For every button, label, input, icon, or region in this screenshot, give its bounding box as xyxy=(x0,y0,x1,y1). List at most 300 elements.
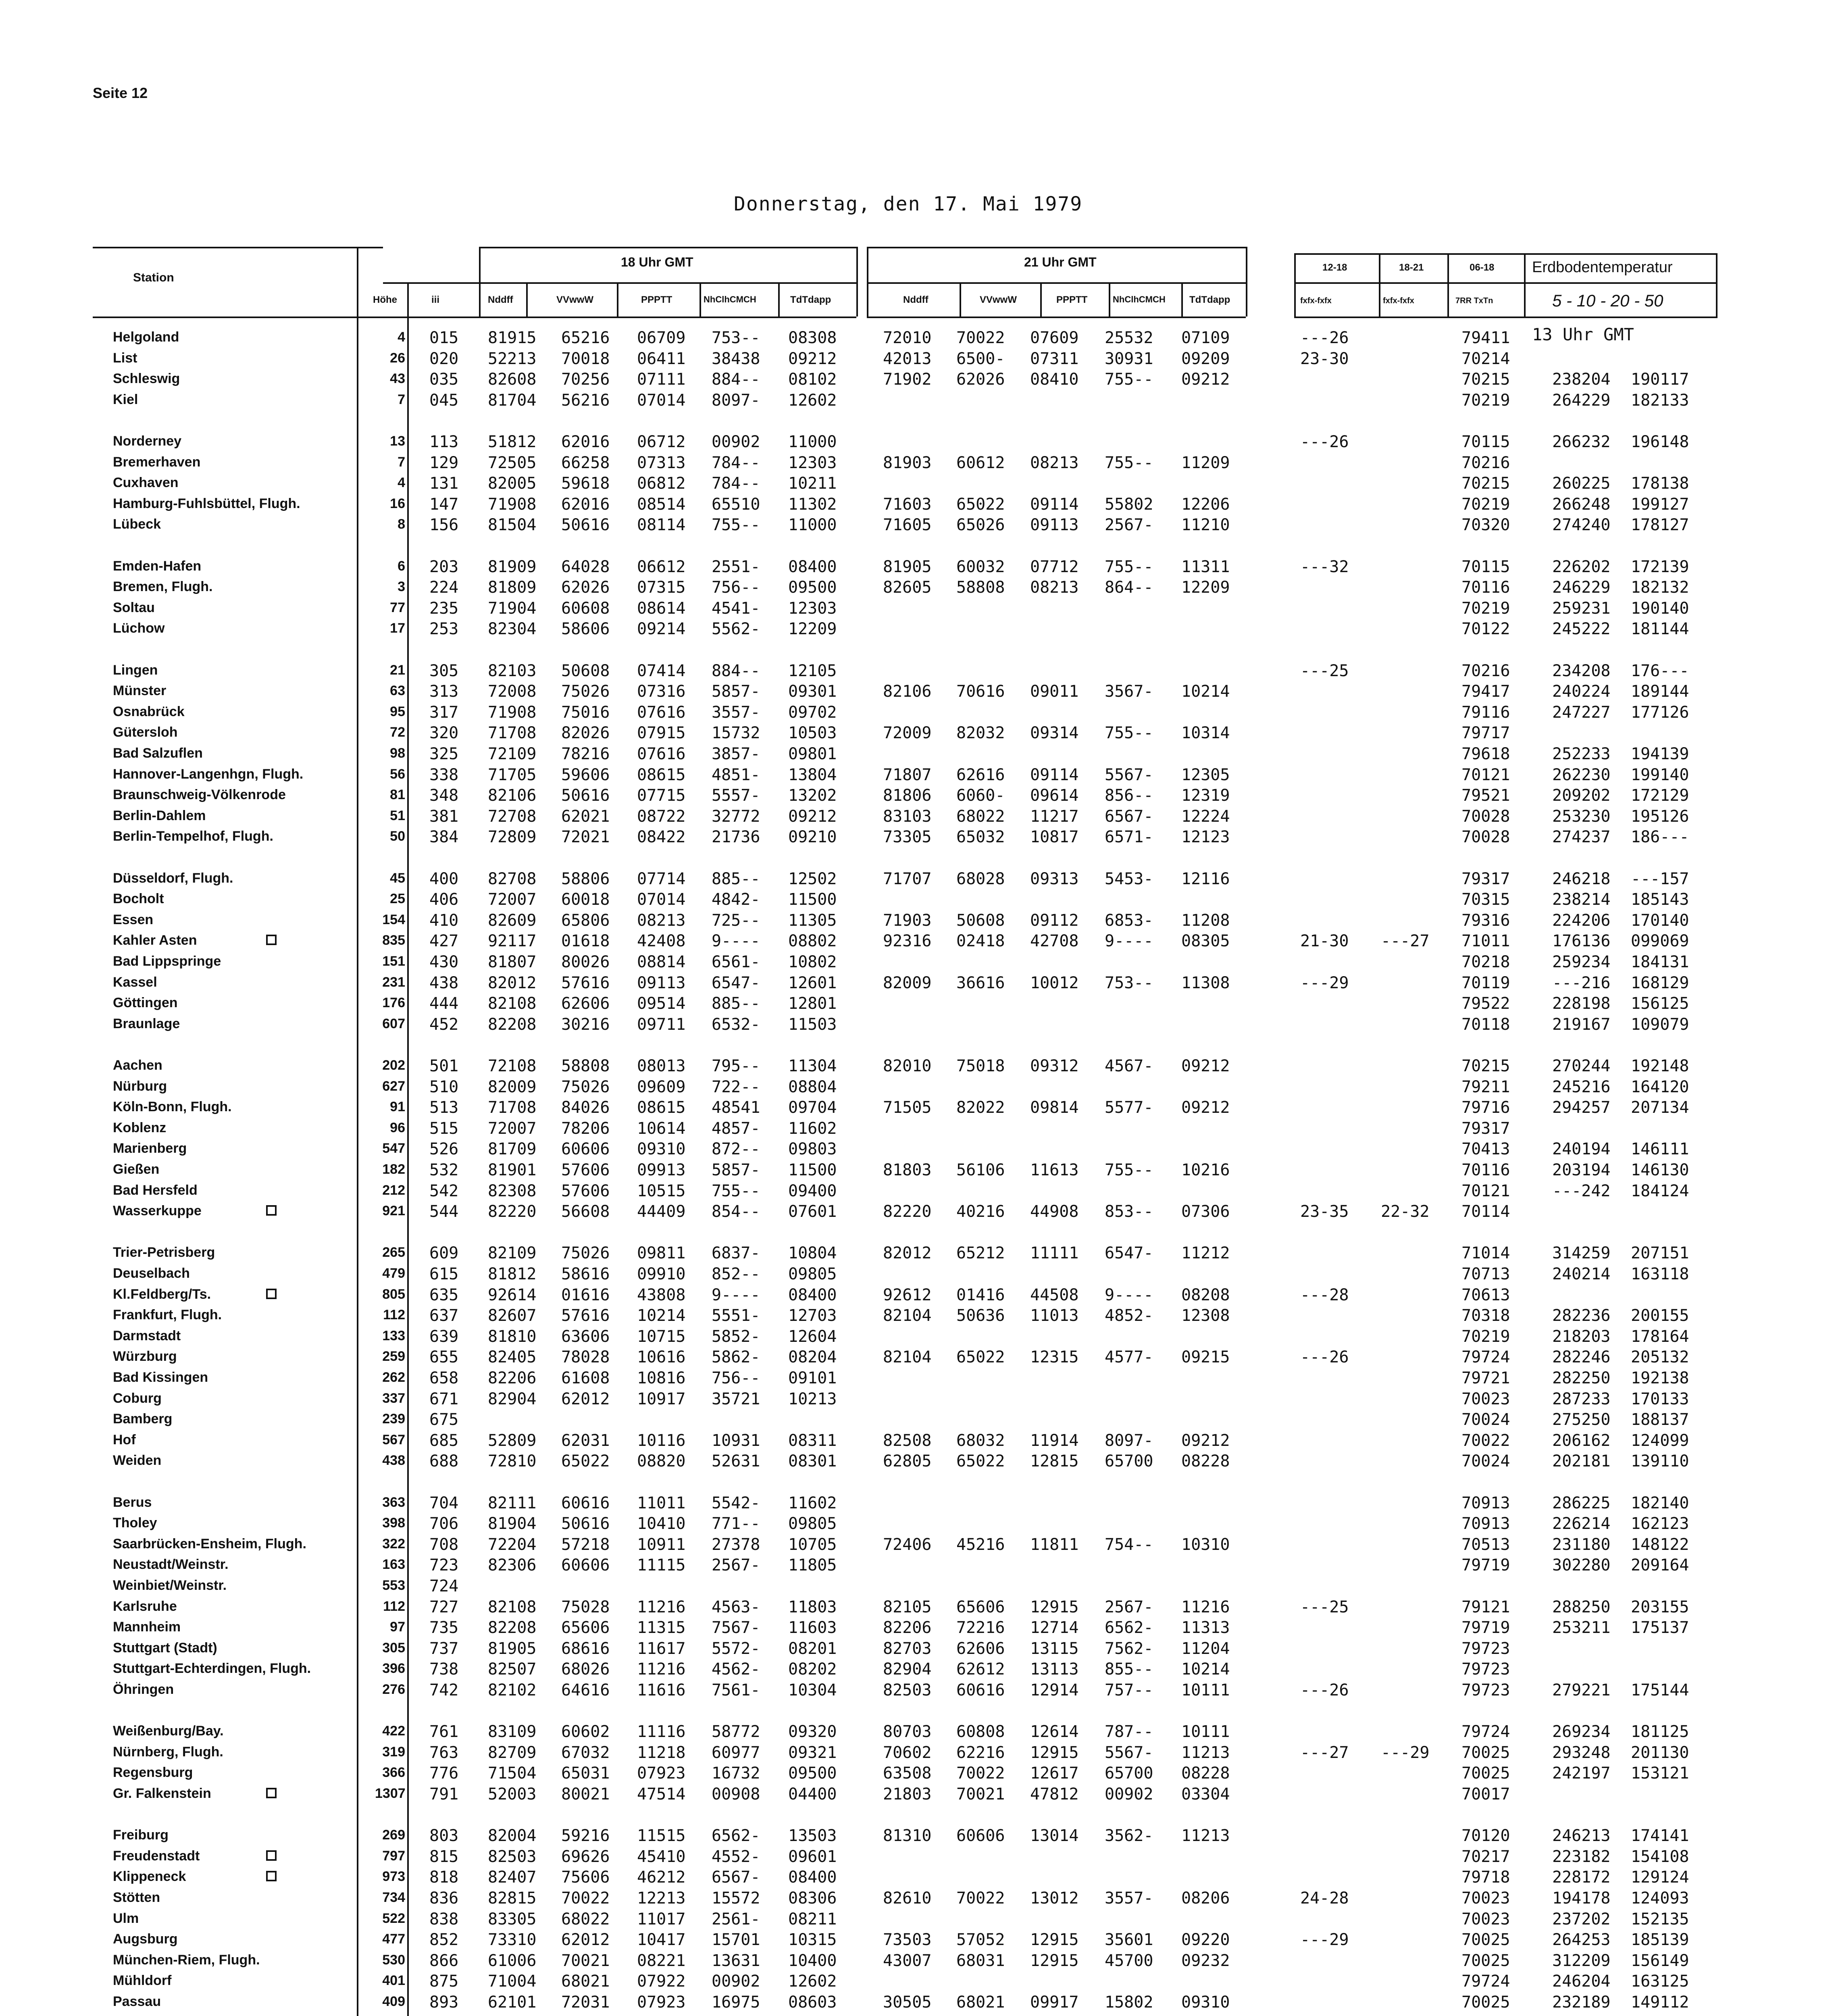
precip-06-18: 79719 xyxy=(1461,1618,1510,1637)
soil-temp-20-50: 154108 xyxy=(1631,1847,1689,1866)
obs-18-value: 09500 xyxy=(788,1764,837,1783)
obs-18-value: 71908 xyxy=(488,495,537,514)
obs-18-value: 06612 xyxy=(637,557,686,576)
obs-21-value: 01416 xyxy=(956,1285,1005,1304)
obs-18-value: 82004 xyxy=(488,1826,537,1845)
obs-18-value: 756-- xyxy=(712,578,760,597)
precip-06-18: 79723 xyxy=(1461,1681,1510,1699)
obs-21-value: 82220 xyxy=(883,1202,932,1221)
col-divider-p2 xyxy=(1379,253,1380,317)
header-cloud-21: NhClhCMCH xyxy=(1113,294,1166,304)
obs-21-value: 56106 xyxy=(956,1161,1005,1179)
obs-21-value: 71902 xyxy=(883,370,932,389)
soil-temp-20-50: 146111 xyxy=(1631,1140,1689,1159)
station-height: 269 xyxy=(382,1827,405,1843)
obs-18-value: 46212 xyxy=(637,1868,686,1887)
station-iii: 815 xyxy=(429,1847,459,1866)
obs-18-value: 78216 xyxy=(561,745,610,763)
gust-18-21: ---29 xyxy=(1381,1743,1430,1762)
header-station: Station xyxy=(133,271,174,284)
station-name: Düsseldorf, Flugh. xyxy=(113,870,233,886)
station-height: 363 xyxy=(382,1494,405,1510)
soil-temp-5-10: 218203 xyxy=(1552,1327,1611,1346)
gust-12-18: 23-35 xyxy=(1300,1202,1349,1221)
station-iii: 635 xyxy=(429,1285,459,1304)
obs-18-value: 4842- xyxy=(712,890,760,909)
obs-18-value: 07923 xyxy=(637,1993,686,2012)
obs-18-value: 65806 xyxy=(561,911,610,930)
precip-06-18: 70713 xyxy=(1461,1265,1510,1283)
obs-21-value: 755-- xyxy=(1105,453,1153,472)
precip-06-18: 79522 xyxy=(1461,994,1510,1013)
obs-21-value: 70021 xyxy=(956,1785,1005,1804)
header-top-line-periods xyxy=(1294,253,1524,255)
station-iii: 129 xyxy=(429,453,459,472)
obs-21-value: 65700 xyxy=(1105,1452,1153,1471)
station-name: Freiburg xyxy=(113,1827,169,1843)
precip-06-18: 79116 xyxy=(1461,703,1510,722)
precip-06-18: 79521 xyxy=(1461,786,1510,805)
header-bottom-line-periods xyxy=(1294,317,1718,318)
obs-18-value: 84026 xyxy=(561,1098,610,1117)
station-iii: 526 xyxy=(429,1140,459,1159)
obs-21-value: 08228 xyxy=(1181,1452,1230,1471)
obs-18-value: 08311 xyxy=(788,1431,837,1450)
obs-21-value: 12915 xyxy=(1030,1743,1079,1762)
station-name: Karlsruhe xyxy=(113,1598,177,1614)
soil-temp-20-50: 207151 xyxy=(1631,1244,1689,1263)
obs-21-value: 21803 xyxy=(883,1785,932,1804)
obs-21-value: 82105 xyxy=(883,1597,932,1616)
header-cloud-18: NhClhCMCH xyxy=(704,294,756,304)
soil-temp-20-50: 176--- xyxy=(1631,661,1689,680)
station-name: Göttingen xyxy=(113,995,178,1011)
header-21-uhr: 21 Uhr GMT xyxy=(1024,255,1097,269)
obs-18-value: 07414 xyxy=(637,661,686,680)
soil-temp-5-10: 228172 xyxy=(1552,1868,1611,1887)
obs-18-value: 64616 xyxy=(561,1681,610,1699)
col-sub-1 xyxy=(526,282,528,317)
station-name: Neustadt/Weinstr. xyxy=(113,1557,229,1572)
obs-21-value: 60032 xyxy=(956,557,1005,576)
station-iii: 452 xyxy=(429,1015,459,1034)
precip-06-18: 70028 xyxy=(1461,828,1510,847)
obs-18-value: 68022 xyxy=(561,1910,610,1929)
obs-21-value: 65700 xyxy=(1105,1764,1153,1783)
obs-18-value: 32772 xyxy=(712,807,760,826)
obs-18-value: 50616 xyxy=(561,1514,610,1533)
obs-21-value: 2567- xyxy=(1105,516,1153,535)
obs-21-value: 50608 xyxy=(956,911,1005,930)
station-name: Kahler Asten xyxy=(113,933,197,948)
soil-temp-5-10: 312209 xyxy=(1552,1951,1611,1970)
obs-21-value: 92612 xyxy=(883,1285,932,1304)
soil-temp-20-50: 199127 xyxy=(1631,495,1689,514)
obs-18-value: 60018 xyxy=(561,890,610,909)
precip-06-18: 70121 xyxy=(1461,1181,1510,1200)
obs-21-value: 82605 xyxy=(883,578,932,597)
obs-18-value: 11602 xyxy=(788,1119,837,1138)
station-iii: 544 xyxy=(429,1202,459,1221)
obs-21-value: 82012 xyxy=(883,1244,932,1263)
station-height: 16 xyxy=(390,496,405,511)
obs-21-value: 09212 xyxy=(1181,370,1230,389)
obs-18-value: 08202 xyxy=(788,1660,837,1679)
station-iii: 609 xyxy=(429,1244,459,1263)
station-height: 4 xyxy=(398,475,405,491)
obs-18-value: 6547- xyxy=(712,973,760,992)
obs-18-value: 08013 xyxy=(637,1057,686,1075)
obs-18-value: 62031 xyxy=(561,1431,610,1450)
station-name: Berus xyxy=(113,1494,152,1510)
station-height: 182 xyxy=(382,1162,405,1177)
obs-18-value: 08603 xyxy=(788,1993,837,2012)
station-height: 25 xyxy=(390,891,405,907)
obs-18-value: 82103 xyxy=(488,661,537,680)
station-name: Stuttgart-Echterdingen, Flugh. xyxy=(113,1661,311,1677)
obs-18-value: 5557- xyxy=(712,786,760,805)
col-sub-6 xyxy=(1040,282,1042,317)
obs-18-value: 71908 xyxy=(488,703,537,722)
station-iii: 852 xyxy=(429,1931,459,1949)
precip-06-18: 70913 xyxy=(1461,1514,1510,1533)
obs-21-value: 82610 xyxy=(883,1889,932,1908)
station-height: 479 xyxy=(382,1266,405,1281)
station-iii: 708 xyxy=(429,1535,459,1554)
precip-06-18: 71014 xyxy=(1461,1244,1510,1263)
col-sub-3 xyxy=(699,282,701,317)
station-iii: 706 xyxy=(429,1514,459,1533)
precip-06-18: 79724 xyxy=(1461,1972,1510,1991)
obs-18-value: 81812 xyxy=(488,1265,537,1283)
soil-temp-5-10: 206162 xyxy=(1552,1431,1611,1450)
station-height: 398 xyxy=(382,1515,405,1531)
soil-temp-20-50: 129124 xyxy=(1631,1868,1689,1887)
obs-21-value: 07109 xyxy=(1181,329,1230,347)
obs-18-value: 3857- xyxy=(712,745,760,763)
station-name: Bamberg xyxy=(113,1411,173,1427)
header-erdboden-depths: 5 - 10 - 20 - 50 xyxy=(1552,291,1663,310)
station-height: 95 xyxy=(390,704,405,719)
obs-21-value: 60808 xyxy=(956,1722,1005,1741)
obs-18-value: 5572- xyxy=(712,1639,760,1658)
obs-21-value: 12209 xyxy=(1181,578,1230,597)
station-name: Passau xyxy=(113,1994,161,2009)
obs-18-value: 58616 xyxy=(561,1265,610,1283)
obs-21-value: 68031 xyxy=(956,1951,1005,1970)
obs-21-value: 6547- xyxy=(1105,1244,1153,1263)
obs-18-value: 4562- xyxy=(712,1660,760,1679)
soil-temp-5-10: 176136 xyxy=(1552,932,1611,951)
obs-18-value: 81504 xyxy=(488,516,537,535)
obs-21-value: 82508 xyxy=(883,1431,932,1450)
station-height: 51 xyxy=(390,808,405,823)
station-iii: 685 xyxy=(429,1431,459,1450)
obs-18-value: 08722 xyxy=(637,807,686,826)
soil-temp-5-10: 266248 xyxy=(1552,495,1611,514)
station-iii: 838 xyxy=(429,1910,459,1929)
obs-18-value: 70021 xyxy=(561,1951,610,1970)
obs-21-value: 10214 xyxy=(1181,1660,1230,1679)
obs-18-value: 01616 xyxy=(561,1285,610,1304)
obs-21-value: 6500- xyxy=(956,349,1005,368)
precip-06-18: 70320 xyxy=(1461,516,1510,535)
header-period-18-21: 18-21 xyxy=(1399,262,1424,273)
obs-18-value: 09400 xyxy=(788,1181,837,1200)
obs-18-value: 6837- xyxy=(712,1244,760,1263)
obs-18-value: 755-- xyxy=(712,1181,760,1200)
precip-06-18: 70025 xyxy=(1461,1764,1510,1783)
obs-18-value: 771-- xyxy=(712,1514,760,1533)
obs-18-value: 09321 xyxy=(788,1743,837,1762)
obs-21-value: 71807 xyxy=(883,765,932,784)
station-iii: 235 xyxy=(429,599,459,618)
station-height: 4 xyxy=(398,329,405,345)
obs-21-value: 81310 xyxy=(883,1826,932,1845)
station-name: Hof xyxy=(113,1432,136,1447)
obs-18-value: 50616 xyxy=(561,786,610,805)
obs-21-value: 71505 xyxy=(883,1098,932,1117)
station-name: Gütersloh xyxy=(113,725,178,740)
col-divider-station xyxy=(357,247,358,2016)
precip-06-18: 70217 xyxy=(1461,1847,1510,1866)
station-iii: 866 xyxy=(429,1951,459,1970)
obs-18-value: 73310 xyxy=(488,1931,537,1949)
obs-18-value: 00902 xyxy=(712,433,760,451)
obs-18-value: 854-- xyxy=(712,1202,760,1221)
obs-18-value: 61006 xyxy=(488,1951,537,1970)
soil-temp-20-50: 124093 xyxy=(1631,1889,1689,1908)
soil-temp-20-50: 124099 xyxy=(1631,1431,1689,1450)
obs-18-value: 68026 xyxy=(561,1660,610,1679)
header-period-06-18: 06-18 xyxy=(1470,262,1495,273)
station-name: Marienberg xyxy=(113,1141,187,1156)
obs-21-value: 30931 xyxy=(1105,349,1153,368)
obs-21-value: 11013 xyxy=(1030,1306,1079,1325)
soil-temp-20-50: 192138 xyxy=(1631,1369,1689,1387)
obs-18-value: 72008 xyxy=(488,682,537,701)
obs-21-value: 755-- xyxy=(1105,557,1153,576)
obs-21-value: 73503 xyxy=(883,1931,932,1949)
obs-18-value: 09210 xyxy=(788,828,837,847)
station-iii: 317 xyxy=(429,703,459,722)
obs-21-value: 09114 xyxy=(1030,495,1079,514)
gust-12-18: 23-30 xyxy=(1300,349,1349,368)
obs-21-value: 09212 xyxy=(1181,1098,1230,1117)
soil-temp-5-10: 226214 xyxy=(1552,1514,1611,1533)
obs-18-value: 81810 xyxy=(488,1327,537,1346)
obs-21-value: 787-- xyxy=(1105,1722,1153,1741)
station-name: Norderney xyxy=(113,433,182,449)
precip-06-18: 70121 xyxy=(1461,765,1510,784)
obs-21-value: 82206 xyxy=(883,1618,932,1637)
soil-temp-20-50: 174141 xyxy=(1631,1826,1689,1845)
soil-temp-5-10: 286225 xyxy=(1552,1493,1611,1512)
obs-18-value: 60608 xyxy=(561,599,610,618)
soil-temp-5-10: 253230 xyxy=(1552,807,1611,826)
soil-temp-20-50: 148122 xyxy=(1631,1535,1689,1554)
obs-18-value: 07923 xyxy=(637,1764,686,1783)
obs-21-value: 753-- xyxy=(1105,973,1153,992)
obs-18-value: 11602 xyxy=(788,1493,837,1512)
station-height: 438 xyxy=(382,1453,405,1468)
station-height: 627 xyxy=(382,1078,405,1094)
obs-18-value: 08301 xyxy=(788,1452,837,1471)
obs-18-value: 09711 xyxy=(637,1015,686,1034)
obs-18-value: 08102 xyxy=(788,370,837,389)
station-height: 151 xyxy=(382,954,405,969)
obs-21-value: 81803 xyxy=(883,1161,932,1179)
obs-21-value: 9---- xyxy=(1105,932,1153,951)
header-top-line xyxy=(479,247,856,248)
station-iii: 727 xyxy=(429,1597,459,1616)
station-height: 43 xyxy=(390,371,405,387)
obs-18-value: 45410 xyxy=(637,1847,686,1866)
obs-21-value: 3557- xyxy=(1105,1889,1153,1908)
obs-18-value: 10515 xyxy=(637,1181,686,1200)
obs-18-value: 27378 xyxy=(712,1535,760,1554)
obs-18-value: 10410 xyxy=(637,1514,686,1533)
obs-18-value: 12213 xyxy=(637,1889,686,1908)
obs-21-value: 62805 xyxy=(883,1452,932,1471)
station-name: Köln-Bonn, Flugh. xyxy=(113,1099,232,1115)
obs-18-value: 82304 xyxy=(488,620,537,639)
obs-18-value: 12303 xyxy=(788,453,837,472)
obs-18-value: 75026 xyxy=(561,1077,610,1096)
soil-temp-5-10: 247227 xyxy=(1552,703,1611,722)
soil-temp-5-10: 259231 xyxy=(1552,599,1611,618)
soil-temp-20-50: 177126 xyxy=(1631,703,1689,722)
obs-18-value: 60616 xyxy=(561,1493,610,1512)
obs-18-value: 72108 xyxy=(488,1057,537,1075)
obs-21-value: 42013 xyxy=(883,349,932,368)
soil-temp-5-10: 288250 xyxy=(1552,1597,1611,1616)
obs-21-value: 57052 xyxy=(956,1931,1005,1949)
station-iii: 113 xyxy=(429,433,459,451)
soil-temp-20-50: 170140 xyxy=(1631,911,1689,930)
obs-21-value: 11313 xyxy=(1181,1618,1230,1637)
soil-temp-20-50: 156149 xyxy=(1631,1951,1689,1970)
obs-18-value: 13804 xyxy=(788,765,837,784)
obs-21-value: 6562- xyxy=(1105,1618,1153,1637)
obs-18-value: 62021 xyxy=(561,807,610,826)
header-pppt-21: PPPTT xyxy=(1056,294,1088,305)
obs-21-value: 70616 xyxy=(956,682,1005,701)
station-height: 305 xyxy=(382,1640,405,1656)
obs-18-value: 09500 xyxy=(788,578,837,597)
soil-temp-20-50: 178164 xyxy=(1631,1327,1689,1346)
soil-temp-20-50: 152135 xyxy=(1631,1910,1689,1929)
station-height: 13 xyxy=(390,433,405,449)
obs-18-value: 12801 xyxy=(788,994,837,1013)
obs-18-value: 872-- xyxy=(712,1140,760,1159)
obs-21-value: 82022 xyxy=(956,1098,1005,1117)
gust-18-21: ---27 xyxy=(1381,932,1430,951)
obs-18-value: 09801 xyxy=(788,745,837,763)
obs-18-value: 11315 xyxy=(637,1618,686,1637)
soil-temp-20-50: 175137 xyxy=(1631,1618,1689,1637)
precip-06-18: 70023 xyxy=(1461,1910,1510,1929)
obs-21-value: 71605 xyxy=(883,516,932,535)
obs-18-value: 82108 xyxy=(488,1597,537,1616)
precip-06-18: 70025 xyxy=(1461,1743,1510,1762)
obs-21-value: 09011 xyxy=(1030,682,1079,701)
obs-18-value: 65606 xyxy=(561,1618,610,1637)
station-name: Öhringen xyxy=(113,1682,174,1697)
station-name: Braunschweig-Völkenrode xyxy=(113,787,286,803)
obs-18-value: 11500 xyxy=(788,890,837,909)
soil-temp-20-50: 175144 xyxy=(1631,1681,1689,1699)
obs-18-value: 82005 xyxy=(488,474,537,493)
obs-21-value: 09312 xyxy=(1030,1057,1079,1075)
obs-18-value: 4851- xyxy=(712,765,760,784)
station-height: 805 xyxy=(382,1286,405,1302)
obs-18-value: 62101 xyxy=(488,1993,537,2012)
obs-21-value: 82904 xyxy=(883,1660,932,1679)
obs-18-value: 07616 xyxy=(637,745,686,763)
obs-21-value: 71603 xyxy=(883,495,932,514)
obs-21-value: 62606 xyxy=(956,1639,1005,1658)
obs-21-value: 12315 xyxy=(1030,1348,1079,1367)
station-height: 567 xyxy=(382,1432,405,1447)
obs-18-value: 10214 xyxy=(637,1306,686,1325)
obs-18-value: 60606 xyxy=(561,1556,610,1575)
obs-21-value: 70022 xyxy=(956,1889,1005,1908)
precip-06-18: 79211 xyxy=(1461,1077,1510,1096)
station-height: 547 xyxy=(382,1141,405,1156)
soil-temp-5-10: 275250 xyxy=(1552,1410,1611,1429)
obs-18-value: 78028 xyxy=(561,1348,610,1367)
obs-21-value: 42708 xyxy=(1030,932,1079,951)
obs-21-value: 82503 xyxy=(883,1681,932,1699)
precip-06-18: 70318 xyxy=(1461,1306,1510,1325)
obs-18-value: 10816 xyxy=(637,1369,686,1387)
obs-21-value: 11111 xyxy=(1030,1244,1079,1263)
obs-18-value: 82208 xyxy=(488,1015,537,1034)
obs-18-value: 06411 xyxy=(637,349,686,368)
obs-21-value: 10314 xyxy=(1181,724,1230,743)
obs-18-value: 09702 xyxy=(788,703,837,722)
obs-18-value: 11305 xyxy=(788,911,837,930)
obs-21-value: 68021 xyxy=(956,1993,1005,2012)
obs-21-value: 08305 xyxy=(1181,932,1230,951)
obs-18-value: 884-- xyxy=(712,661,760,680)
open-square-icon xyxy=(266,1788,277,1798)
obs-18-value: 08514 xyxy=(637,495,686,514)
obs-21-value: 70602 xyxy=(883,1743,932,1762)
station-height: 276 xyxy=(382,1682,405,1697)
obs-21-value: 09232 xyxy=(1181,1951,1230,1970)
obs-21-value: 10310 xyxy=(1181,1535,1230,1554)
obs-18-value: 82507 xyxy=(488,1660,537,1679)
obs-21-value: 40216 xyxy=(956,1202,1005,1221)
obs-21-value: 15802 xyxy=(1105,1993,1153,2012)
soil-temp-20-50: 149112 xyxy=(1631,1993,1689,2012)
obs-18-value: 58808 xyxy=(561,1057,610,1075)
header-top-line-soil xyxy=(1524,253,1718,255)
open-square-icon xyxy=(266,1289,277,1299)
obs-18-value: 52003 xyxy=(488,1785,537,1804)
obs-18-value: 67032 xyxy=(561,1743,610,1762)
gust-18-21: 22-32 xyxy=(1381,1202,1430,1221)
station-iii: 763 xyxy=(429,1743,459,1762)
obs-18-value: 58606 xyxy=(561,620,610,639)
header-nddff-18: Nddff xyxy=(488,294,513,305)
soil-temp-5-10: 287233 xyxy=(1552,1389,1611,1408)
station-name: Soltau xyxy=(113,600,155,615)
obs-21-value: 856-- xyxy=(1105,786,1153,805)
obs-18-value: 10417 xyxy=(637,1931,686,1949)
